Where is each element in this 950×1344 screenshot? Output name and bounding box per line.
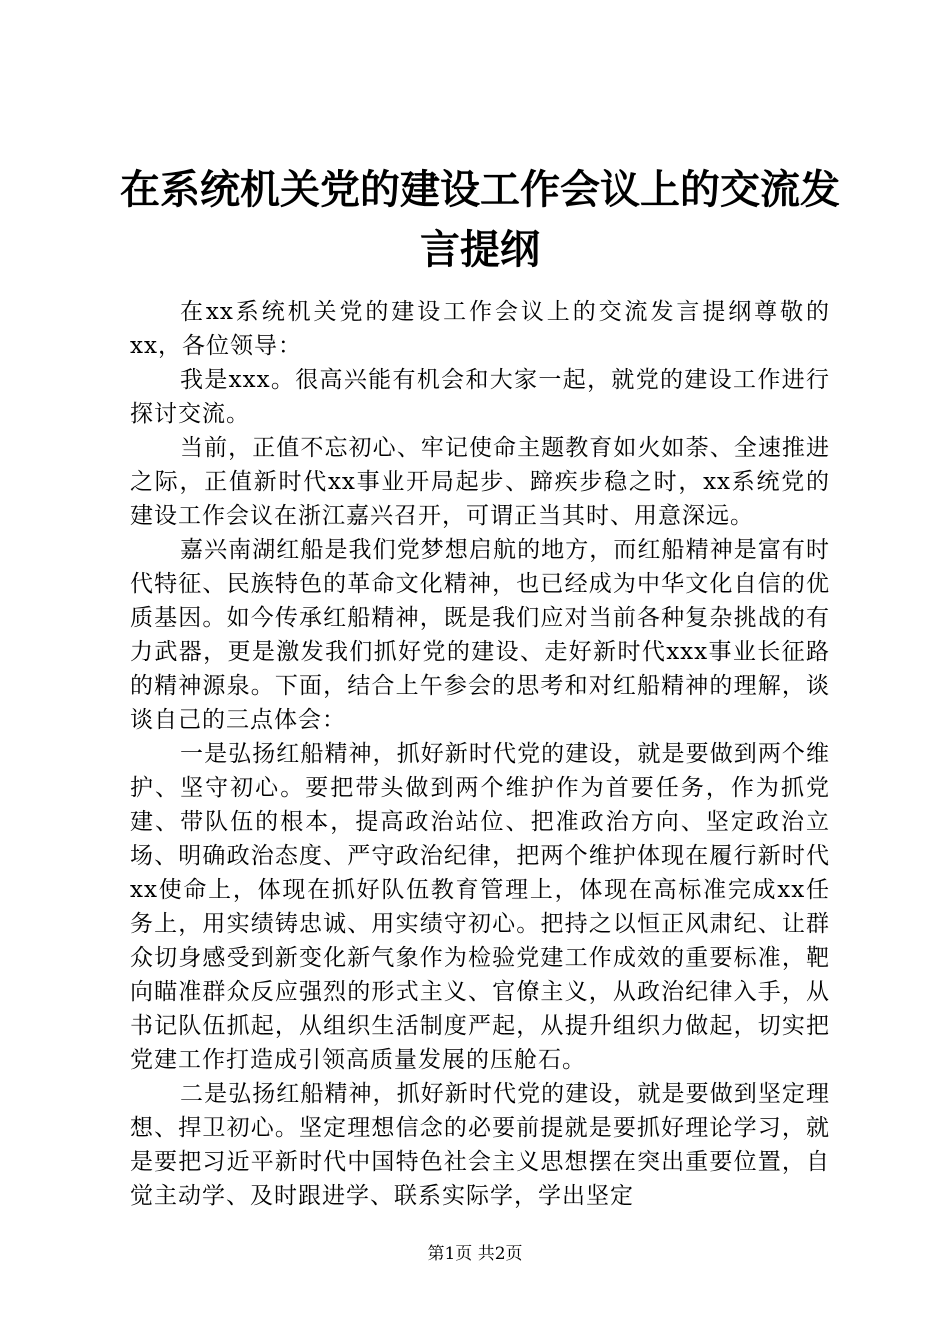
page-number-footer: 第1页 共2页 (427, 1244, 523, 1264)
paragraph-context: 当前，正值不忘初心、牢记使命主题教育如火如荼、全速推进之际，正值新时代xx事业开局起步、蹄疾步稳之时，xx系统党的建设工作会议在浙江嘉兴召开，可谓正当其时、用意深远。 (130, 435, 830, 529)
document-body (130, 295, 830, 1213)
paragraph-red-boat-spirit: 嘉兴南湖红船是我们党梦想启航的地方，而红船精神是富有时代特征、民族特色的革命文化精神，也已经成为中华文化自信的优质基因。如今传承红船精神，既是我们应对当前各种复杂挑战的有力武器，更是激发我们抓好党的建设、走好新时代xxx事业长征路的精神源泉。下面，结合上午参会的思考和对红船精神的理解，谈谈自己的三点体会： (130, 537, 830, 733)
paragraph-introduction: 我是xxx。很高兴能有机会和大家一起，就党的建设工作进行探讨交流。 (130, 367, 830, 427)
document-title: 在系统机关党的建设工作会议上的交流发言提纲 (120, 166, 840, 273)
paragraph-point-two: 二是弘扬红船精神，抓好新时代党的建设，就是要做到坚定理想、捍卫初心。坚定理想信念的必要前提就是要抓好理论学习，就是要把习近平新时代中国特色社会主义思想摆在突出重要位置，自觉主动学、及时跟进学、联系实际学，学出坚定 (130, 1081, 830, 1209)
paragraph-point-one: 一是弘扬红船精神，抓好新时代党的建设，就是要做到两个维护、坚守初心。要把带头做到两个维护作为首要任务，作为抓党建、带队伍的根本，提高政治站位、把准政治方向、坚定政治立场、明确政治态度、严守政治纪律，把两个维护体现在履行新时代xx使命上，体现在抓好队伍教育管理上，体现在高标准完成xx任务上，用实绩铸忠诚、用实绩守初心。把持之以恒正风肃纪、让群众切身感受到新变化新气象作为检验党建工作成效的重要标准，靶向瞄准群众反应强烈的形式主义、官僚主义，从政治纪律入手，从书记队伍抓起，从组织生活制度严起，从提升组织力做起，切实把党建工作打造成引领高质量发展的压舱石。 (130, 741, 830, 1073)
paragraph-salutation: 在xx系统机关党的建设工作会议上的交流发言提纲尊敬的xx，各位领导： (130, 299, 830, 359)
